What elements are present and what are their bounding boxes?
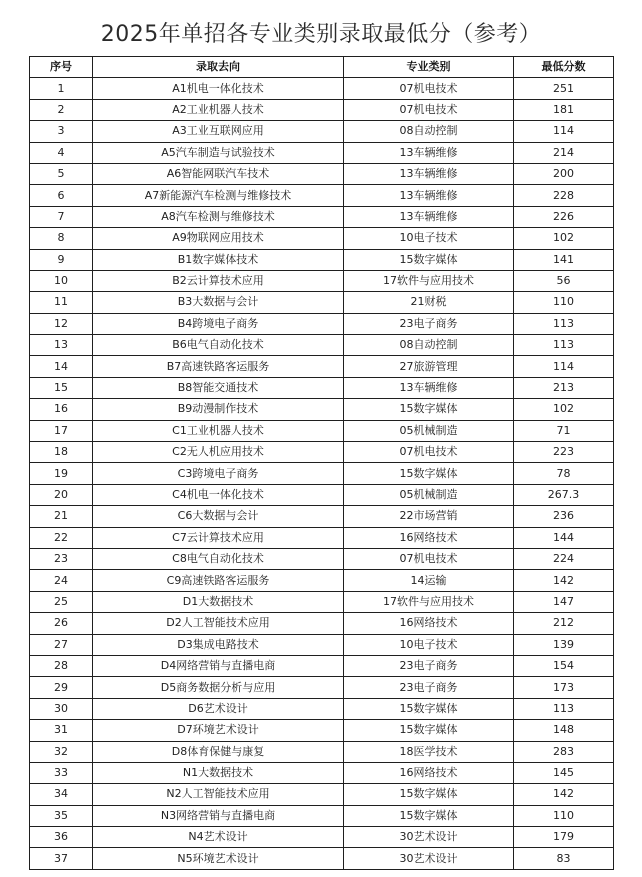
table-row [30,463,614,484]
row-category: 17软件与应用技术 [344,591,514,612]
row-min-score: 267.3 [514,484,614,505]
header-category: 专业类别 [344,57,514,78]
row-index: 29 [30,677,93,698]
row-category: 07机电技术 [344,442,514,463]
row-category: 18医学技术 [344,741,514,762]
row-destination: D4网络营销与直播电商 [93,655,344,676]
row-category: 07机电技术 [344,548,514,569]
row-min-score: 144 [514,527,614,548]
table-row [30,827,614,848]
row-index: 2 [30,99,93,120]
table-row [30,356,614,377]
row-category: 30艺术设计 [344,827,514,848]
row-min-score: 114 [514,121,614,142]
row-destination: C4机电一体化技术 [93,484,344,505]
row-index: 33 [30,762,93,783]
row-destination: D5商务数据分析与应用 [93,677,344,698]
row-min-score: 141 [514,249,614,270]
row-category: 13车辆维修 [344,206,514,227]
row-index: 14 [30,356,93,377]
row-min-score: 139 [514,634,614,655]
row-category: 08自动控制 [344,335,514,356]
row-index: 11 [30,292,93,313]
row-category: 15数字媒体 [344,720,514,741]
row-min-score: 83 [514,848,614,869]
row-destination: C2无人机应用技术 [93,442,344,463]
row-destination: N3网络营销与直播电商 [93,805,344,826]
row-min-score: 110 [514,805,614,826]
table-row [30,313,614,334]
row-index: 31 [30,720,93,741]
row-destination: A2工业机器人技术 [93,99,344,120]
row-destination: B4跨境电子商务 [93,313,344,334]
row-min-score: 102 [514,399,614,420]
table-row [30,420,614,441]
row-min-score: 154 [514,655,614,676]
row-min-score: 181 [514,99,614,120]
row-destination: A1机电一体化技术 [93,78,344,99]
table-row [30,335,614,356]
table-row [30,591,614,612]
row-index: 27 [30,634,93,655]
row-index: 22 [30,527,93,548]
row-min-score: 173 [514,677,614,698]
row-category: 08自动控制 [344,121,514,142]
row-destination: C9高速铁路客运服务 [93,570,344,591]
row-category: 07机电技术 [344,78,514,99]
header-min-score: 最低分数 [514,57,614,78]
row-category: 05机械制造 [344,484,514,505]
row-destination: N1大数据技术 [93,762,344,783]
row-destination: D6艺术设计 [93,698,344,719]
row-min-score: 56 [514,270,614,291]
row-index: 3 [30,121,93,142]
row-index: 8 [30,228,93,249]
table-row [30,442,614,463]
row-min-score: 113 [514,313,614,334]
row-destination: D2人工智能技术应用 [93,613,344,634]
row-index: 18 [30,442,93,463]
row-destination: D1大数据技术 [93,591,344,612]
row-category: 13车辆维修 [344,163,514,184]
row-category: 14运输 [344,570,514,591]
row-destination: B1数字媒体技术 [93,249,344,270]
row-destination: N2人工智能技术应用 [93,784,344,805]
row-index: 10 [30,270,93,291]
row-index: 1 [30,78,93,99]
table-row [30,527,614,548]
row-destination: N4艺术设计 [93,827,344,848]
row-category: 13车辆维修 [344,142,514,163]
row-min-score: 212 [514,613,614,634]
admission-score-table [29,56,614,870]
row-category: 15数字媒体 [344,399,514,420]
row-category: 23电子商务 [344,655,514,676]
row-index: 36 [30,827,93,848]
row-index: 7 [30,206,93,227]
row-index: 6 [30,185,93,206]
row-index: 21 [30,506,93,527]
row-category: 30艺术设计 [344,848,514,869]
row-destination: A6智能网联汽车技术 [93,163,344,184]
row-min-score: 200 [514,163,614,184]
row-index: 4 [30,142,93,163]
row-min-score: 114 [514,356,614,377]
row-min-score: 223 [514,442,614,463]
page-title: 2025年单招各专业类别录取最低分（参考） [100,22,542,47]
table-row [30,698,614,719]
row-destination: A8汽车检测与维修技术 [93,206,344,227]
row-min-score: 214 [514,142,614,163]
row-min-score: 213 [514,377,614,398]
row-destination: C3跨境电子商务 [93,463,344,484]
row-destination: B3大数据与会计 [93,292,344,313]
row-index: 30 [30,698,93,719]
table-row [30,377,614,398]
table-row [30,484,614,505]
table-row [30,655,614,676]
row-min-score: 236 [514,506,614,527]
table-row [30,848,614,869]
row-destination: C1工业机器人技术 [93,420,344,441]
row-destination: D3集成电路技术 [93,634,344,655]
table-row [30,163,614,184]
row-destination: C7云计算技术应用 [93,527,344,548]
row-index: 12 [30,313,93,334]
header-destination: 录取去向 [93,57,344,78]
row-index: 25 [30,591,93,612]
row-destination: A7新能源汽车检测与维修技术 [93,185,344,206]
row-category: 15数字媒体 [344,784,514,805]
row-index: 9 [30,249,93,270]
row-destination: C6大数据与会计 [93,506,344,527]
row-index: 26 [30,613,93,634]
row-index: 24 [30,570,93,591]
row-index: 35 [30,805,93,826]
row-min-score: 102 [514,228,614,249]
table-row [30,270,614,291]
row-category: 15数字媒体 [344,698,514,719]
table-row [30,206,614,227]
row-index: 20 [30,484,93,505]
row-category: 23电子商务 [344,313,514,334]
row-destination: B9动漫制作技术 [93,399,344,420]
row-min-score: 228 [514,185,614,206]
table-row [30,548,614,569]
header-row [30,57,614,78]
row-category: 21财税 [344,292,514,313]
row-min-score: 251 [514,78,614,99]
row-index: 28 [30,655,93,676]
row-index: 23 [30,548,93,569]
row-destination: A5汽车制造与试验技术 [93,142,344,163]
table-row [30,185,614,206]
row-index: 34 [30,784,93,805]
row-category: 23电子商务 [344,677,514,698]
row-category: 17软件与应用技术 [344,270,514,291]
row-index: 17 [30,420,93,441]
row-destination: B2云计算技术应用 [93,270,344,291]
table-row [30,762,614,783]
row-min-score: 71 [514,420,614,441]
table-row [30,228,614,249]
row-min-score: 226 [514,206,614,227]
table-row [30,506,614,527]
row-category: 15数字媒体 [344,805,514,826]
row-category: 16网络技术 [344,613,514,634]
row-category: 22市场营销 [344,506,514,527]
row-category: 13车辆维修 [344,185,514,206]
row-min-score: 142 [514,570,614,591]
row-min-score: 110 [514,292,614,313]
table-body [30,78,614,869]
row-min-score: 147 [514,591,614,612]
table-row [30,805,614,826]
table-row [30,677,614,698]
row-destination: B7高速铁路客运服务 [93,356,344,377]
table-row [30,570,614,591]
row-destination: B6电气自动化技术 [93,335,344,356]
table-row [30,121,614,142]
table-row [30,142,614,163]
table-row [30,292,614,313]
row-category: 27旅游管理 [344,356,514,377]
table-row [30,249,614,270]
table-row [30,399,614,420]
row-min-score: 142 [514,784,614,805]
row-min-score: 148 [514,720,614,741]
row-category: 07机电技术 [344,99,514,120]
row-category: 15数字媒体 [344,249,514,270]
table-row [30,99,614,120]
row-min-score: 283 [514,741,614,762]
row-category: 10电子技术 [344,228,514,249]
row-min-score: 224 [514,548,614,569]
row-min-score: 145 [514,762,614,783]
row-category: 16网络技术 [344,527,514,548]
row-index: 19 [30,463,93,484]
row-index: 32 [30,741,93,762]
row-index: 15 [30,377,93,398]
row-index: 16 [30,399,93,420]
row-category: 15数字媒体 [344,463,514,484]
table-row [30,720,614,741]
row-index: 13 [30,335,93,356]
row-destination: C8电气自动化技术 [93,548,344,569]
row-category: 16网络技术 [344,762,514,783]
row-destination: D7环境艺术设计 [93,720,344,741]
table-row [30,784,614,805]
row-min-score: 113 [514,335,614,356]
table-row [30,634,614,655]
row-destination: A3工业互联网应用 [93,121,344,142]
row-category: 05机械制造 [344,420,514,441]
row-destination: B8智能交通技术 [93,377,344,398]
row-category: 10电子技术 [344,634,514,655]
row-index: 5 [30,163,93,184]
row-index: 37 [30,848,93,869]
row-min-score: 78 [514,463,614,484]
row-destination: N5环境艺术设计 [93,848,344,869]
header-index: 序号 [30,57,93,78]
table-header [30,57,614,78]
row-category: 13车辆维修 [344,377,514,398]
table-row [30,78,614,99]
row-min-score: 113 [514,698,614,719]
table-row [30,741,614,762]
row-destination: D8体育保健与康复 [93,741,344,762]
row-destination: A9物联网应用技术 [93,228,344,249]
row-min-score: 179 [514,827,614,848]
table-row [30,613,614,634]
